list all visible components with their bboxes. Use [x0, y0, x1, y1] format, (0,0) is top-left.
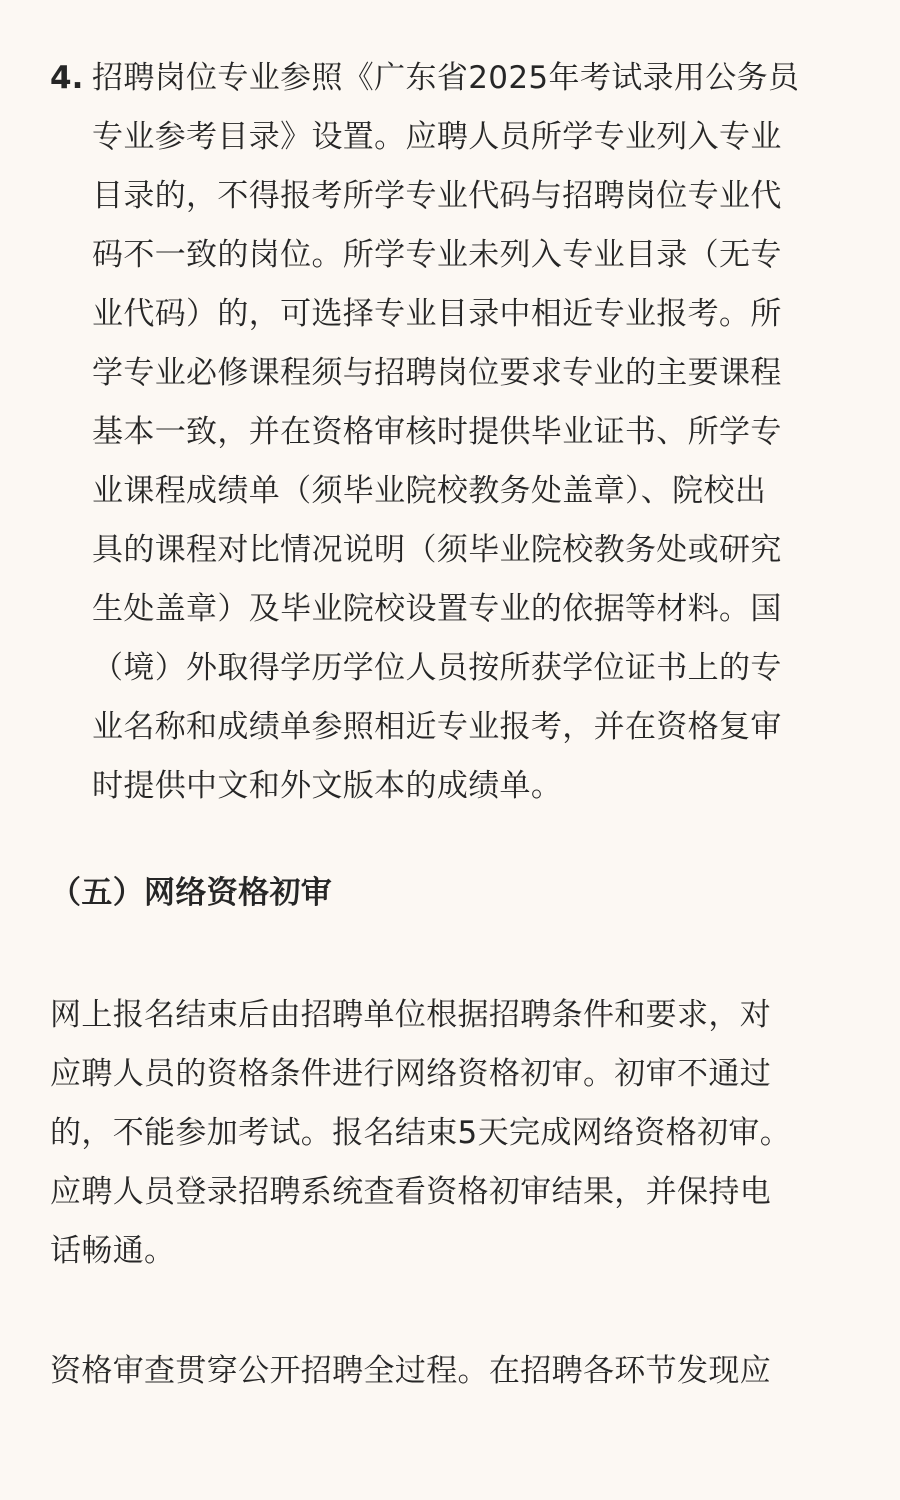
list-item-line: 招聘岗位专业参照《广东省2025年考试录用公务员 — [92, 60, 800, 96]
list-item-line: 码不一致的岗位。所学专业未列入专业目录（无专 — [92, 237, 782, 273]
paragraph-line: 应聘人员登录招聘系统查看资格初审结果，并保持电 — [50, 1174, 772, 1210]
list-item-line: 具的课程对比情况说明（须毕业院校教务处或研究 — [92, 532, 782, 568]
list-item-line: 学专业必修课程须与招聘岗位要求专业的主要课程 — [92, 355, 782, 391]
list-item-line: 时提供中文和外文版本的成绩单。 — [92, 768, 563, 804]
list-item-line: 专业参考目录》设置。应聘人员所学专业列入专业 — [92, 119, 782, 155]
section-heading: （五）网络资格初审 — [50, 875, 333, 911]
list-item-line: 业代码）的，可选择专业目录中相近专业报考。所 — [92, 296, 782, 332]
list-item-line: 生处盖章）及毕业院校设置专业的依据等材料。国 — [92, 591, 782, 627]
list-item-line: 业名称和成绩单参照相近专业报考，并在资格复审 — [92, 709, 782, 745]
list-item-line: 业课程成绩单（须毕业院校教务处盖章）、院校出 — [92, 473, 767, 509]
paragraph-line: 的，不能参加考试。报名结束5天完成网络资格初审。 — [50, 1115, 792, 1151]
list-item-line: （境）外取得学历学位人员按所获学位证书上的专 — [92, 650, 782, 686]
list-item-line: 基本一致，并在资格审核时提供毕业证书、所学专 — [92, 414, 782, 450]
paragraph-line: 资格审查贯穿公开招聘全过程。在招聘各环节发现应 — [50, 1353, 772, 1389]
list-item-number: 4. — [50, 60, 84, 96]
paragraph-line: 话畅通。 — [50, 1233, 176, 1269]
paragraph-line: 应聘人员的资格条件进行网络资格初审。初审不通过 — [50, 1056, 772, 1092]
paragraph-line: 网上报名结束后由招聘单位根据招聘条件和要求，对 — [50, 997, 772, 1033]
list-item-line: 目录的，不得报考所学专业代码与招聘岗位专业代 — [92, 178, 782, 214]
